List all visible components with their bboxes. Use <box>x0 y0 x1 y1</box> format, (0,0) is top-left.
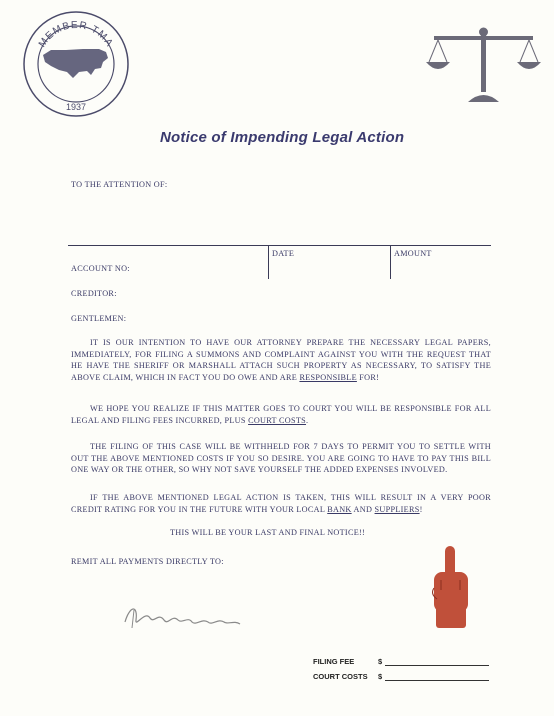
seal-emblem-icon <box>21 9 131 119</box>
signature-scribble <box>120 600 250 634</box>
paragraph-credit-suppliers: SUPPLIERS <box>374 504 420 514</box>
paragraph-intent-emphasis: RESPONSIBLE <box>299 372 357 382</box>
paragraph-credit-and: AND <box>353 504 373 514</box>
creditor-label: CREDITOR: <box>71 289 117 298</box>
paragraph-withheld: THE FILING OF THIS CASE WILL BE WITHHELD FOR 7 DAYS TO PERMIT YOU TO SETTLE WITH OUT THE ABOVE MENTIONED COSTS IF YOU SO DESIRE. YOU ARE GOING TO HAVE TO PAY THIS BILL ONE WAY OR THE OTHER, SO WHY NOT SAVE YOURSELF THE ADDED EXPENSES INVOLVED. <box>71 442 491 475</box>
paragraph-intent-end: FOR! <box>359 372 380 382</box>
paragraph-credit-end: ! <box>419 504 423 514</box>
header-rule <box>68 245 491 246</box>
court-costs-currency: $ <box>378 672 383 681</box>
seal-year: 1937 <box>65 102 87 112</box>
paragraph-credit <box>71 492 491 515</box>
column-divider-date <box>268 246 269 279</box>
final-notice: THIS WILL BE YOUR LAST AND FINAL NOTICE!! <box>170 528 366 537</box>
middle-finger-hand <box>428 544 473 632</box>
middle-finger-hand-icon <box>428 544 473 632</box>
seal-top-text: MEMBER TMA <box>36 19 116 50</box>
court-costs-line <box>385 680 489 681</box>
date-column-label: DATE <box>272 249 295 258</box>
paragraph-court-end: . <box>306 415 309 425</box>
paragraph-intent <box>71 337 491 383</box>
filing-fee-line <box>385 665 489 666</box>
paragraph-court-emphasis: COURT COSTS <box>248 415 307 425</box>
paragraph-credit-text: IF THE ABOVE MENTIONED LEGAL ACTION IS TAKEN, THIS WILL RESULT IN A VERY POOR CREDIT RATING FOR YOU IN THE FUTURE WITH YOUR LOCAL <box>71 493 491 514</box>
attention-label: TO THE ATTENTION OF: <box>71 180 168 189</box>
salutation: GENTLEMEN: <box>71 314 127 323</box>
member-seal <box>21 9 131 119</box>
paragraph-credit-bank: BANK <box>327 504 352 514</box>
account-number-label: ACCOUNT NO: <box>71 264 130 273</box>
svg-text:MEMBER TMA <box>37 20 115 50</box>
amount-column-label: AMOUNT <box>394 249 432 258</box>
remit-label: REMIT ALL PAYMENTS DIRECTLY TO: <box>71 557 224 566</box>
scales-of-justice <box>424 22 544 106</box>
filing-fee-label: FILING FEE <box>313 657 355 666</box>
signature <box>120 600 250 634</box>
paragraph-court-text: WE HOPE YOU REALIZE IF THIS MATTER GOES TO COURT YOU WILL BE RESPONSIBLE FOR ALL LEGAL AND FILING FEES INCURRED, PLUS <box>71 404 491 425</box>
paragraph-intent-text: IT IS OUR INTENTION TO HAVE OUR ATTORNEY PREPARE THE NECESSARY LEGAL PAPERS, IMMEDIATELY, FOR FILING A SUMMONS AND COMPLAINT AGAINST YOU WITH THE REQUEST THAT HE HAVE THE SHERIFF OR MARSHALL ATTACH SUCH PROPERTY AS NECESSARY, TO SATISFY THE ABOVE CLAIM, WHICH IN FACT YOU DO OWE AND ARE <box>71 338 491 382</box>
page-title: Notice of Impending Legal Action <box>160 129 405 146</box>
filing-fee-currency: $ <box>378 657 383 666</box>
court-costs-label: COURT COSTS <box>313 672 368 681</box>
scales-of-justice-icon <box>424 22 544 106</box>
paragraph-court <box>71 403 491 426</box>
column-divider-amount <box>390 246 391 279</box>
